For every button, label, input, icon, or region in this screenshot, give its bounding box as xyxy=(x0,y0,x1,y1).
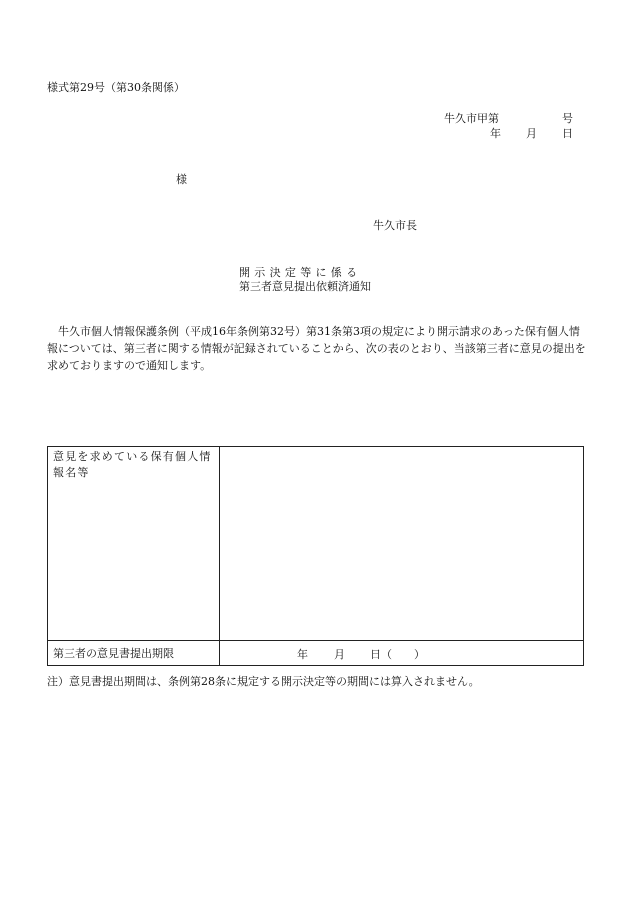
document-number-label: 牛久市甲第 xyxy=(444,112,499,125)
deadline-value xyxy=(220,641,584,666)
info-name-label: 意見を求めている保有個人情報名等 xyxy=(48,447,220,641)
deadline-month: 月 xyxy=(334,648,345,661)
table-row xyxy=(48,447,584,641)
document-number-unit: 号 xyxy=(562,112,573,125)
document-title-line-1: 開示決定等に係る xyxy=(239,266,362,279)
deadline-year: 年 xyxy=(297,648,308,661)
form-number: 様式第29号（第30条関係） xyxy=(47,81,185,94)
date-day: 日 xyxy=(562,127,573,140)
footnote: 注）意見書提出期間は、条例第28条に規定する開示決定等の期間には算入されません。 xyxy=(47,675,480,688)
date-year: 年 xyxy=(490,127,501,140)
issuer: 牛久市長 xyxy=(373,219,417,232)
deadline-day: 日（ ） xyxy=(370,648,425,661)
info-name-value xyxy=(220,447,584,641)
document-title-line-2: 第三者意見提出依頼済通知 xyxy=(239,280,371,293)
date-month: 月 xyxy=(526,127,537,140)
info-table xyxy=(47,446,584,666)
body-text: 牛久市個人情報保護条例（平成16年条例第32号）第31条第3項の規定により開示請求のあった保有個人情報については、第三者に関する情報が記録されていることから、次の表のとおり、当該第三者に意見の提出を求めておりますので通知します。 xyxy=(47,325,586,372)
deadline-label: 第三者の意見書提出期限 xyxy=(48,641,220,666)
table-row xyxy=(48,641,584,666)
addressee: 様 xyxy=(176,173,187,186)
